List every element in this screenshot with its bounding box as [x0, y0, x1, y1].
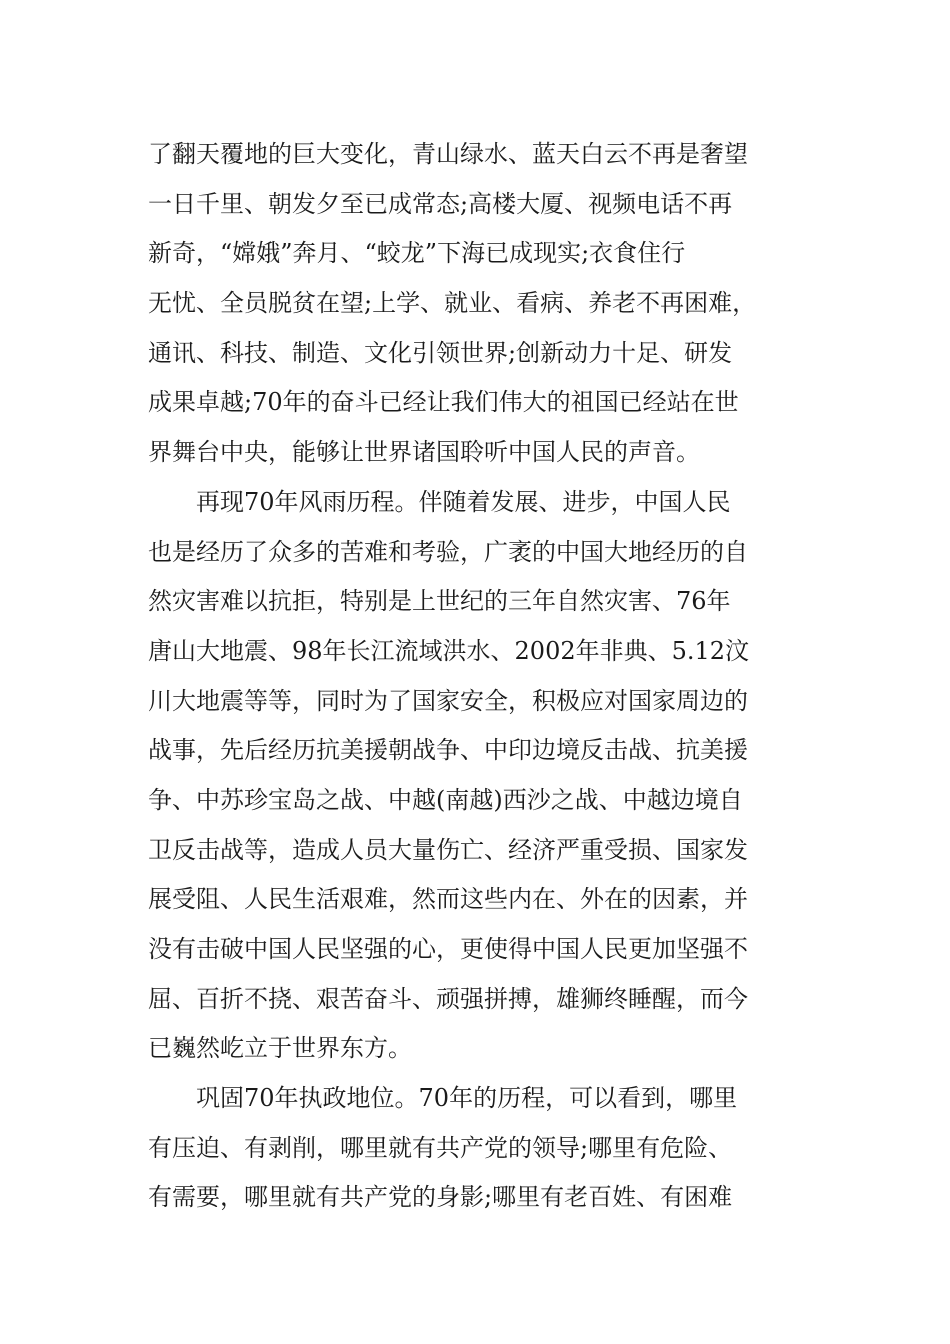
text-line: 有需要，哪里就有共产党的身影;哪里有老百姓、有困难	[148, 1183, 733, 1212]
text-line: 通讯、科技、制造、文化引领世界;创新动力十足、研发	[148, 338, 733, 367]
body-text	[148, 130, 808, 1223]
text-line: 新奇，“嫦娥”奔月、“蛟龙”下海已成现实;衣食住行	[148, 239, 686, 268]
text-line: 了翻天覆地的巨大变化，青山绿水、蓝天白云不再是奢望	[148, 140, 748, 168]
text-line: 展受阻、人民生活艰难，然而这些内在、外在的因素，并	[148, 885, 748, 914]
text-line: 也是经历了众多的苦难和考验，广袤的中国大地经历的自	[148, 537, 748, 566]
text-line: 成果卓越;70年的奋斗已经让我们伟大的祖国已经站在世	[148, 388, 739, 417]
text-line: 没有击破中国人民坚强的心，更使得中国人民更加坚强不	[148, 935, 748, 963]
text-line: 一日千里、朝发夕至已成常态;高楼大厦、视频电话不再	[148, 189, 733, 218]
text-line: 战事，先后经历抗美援朝战争、中印边境反击战、抗美援	[148, 736, 748, 765]
paragraph-start-line: 再现70年风雨历程。伴随着发展、进步，中国人民	[148, 487, 731, 516]
paragraph-start-line: 巩固70年执政地位。70年的历程，可以看到，哪里	[148, 1084, 738, 1113]
text-line: 卫反击战等，造成人员大量伤亡、经济严重受损、国家发	[148, 835, 748, 864]
text-line: 争、中苏珍宝岛之战、中越(南越)西沙之战、中越边境自	[148, 785, 743, 814]
text-line: 无忧、全员脱贫在望;上学、就业、看病、养老不再困难，	[148, 289, 757, 318]
text-line: 界舞台中央，能够让世界诸国聆听中国人民的声音。	[148, 438, 700, 467]
text-line: 有压迫、有剥削，哪里就有共产党的领导;哪里有危险、	[148, 1133, 733, 1162]
text-line: 然灾害难以抗拒，特别是上世纪的三年自然灾害、76年	[148, 587, 731, 616]
text-line: 川大地震等等，同时为了国家安全，积极应对国家周边的	[148, 686, 748, 715]
text-line: 唐山大地震、98年长江流域洪水、2002年非典、5.12汶	[148, 636, 750, 665]
text-line: 已巍然屹立于世界东方。	[148, 1034, 412, 1063]
text-line: 屈、百折不挠、艰苦奋斗、顽强拼搏，雄狮终睡醒，而今	[148, 984, 748, 1013]
